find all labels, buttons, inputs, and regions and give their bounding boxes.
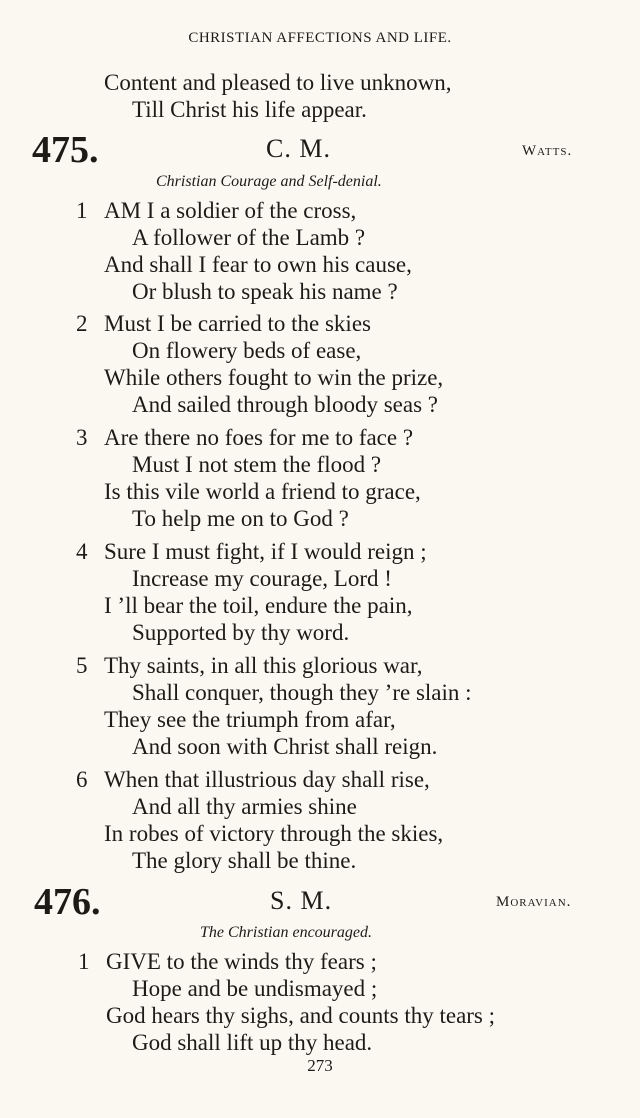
verse-line: God hears thy sighs, and counts thy tears ; bbox=[106, 1003, 496, 1028]
verse-line: And shall I fear to own his cause, bbox=[104, 252, 412, 277]
verse-line: And sailed through bloody seas ? bbox=[132, 392, 438, 417]
hymn-number: 475. bbox=[32, 129, 99, 171]
verse-line: While others fought to win the prize, bbox=[104, 365, 444, 390]
verse-line: Supported by thy word. bbox=[132, 620, 350, 645]
verse-line: And all thy armies shine bbox=[132, 794, 357, 819]
verse-line: And soon with Christ shall reign. bbox=[132, 734, 438, 759]
verse-line: Or blush to speak his name ? bbox=[132, 279, 398, 304]
running-head: CHRISTIAN AFFECTIONS AND LIFE. bbox=[188, 30, 452, 46]
page-number: 273 bbox=[307, 1056, 333, 1075]
verse-line: When that illustrious day shall rise, bbox=[104, 767, 430, 792]
prev-hymn-line: Till Christ his life appear. bbox=[132, 97, 367, 122]
verse-line: On flowery beds of ease, bbox=[132, 338, 362, 363]
verse-line: Thy saints, in all this glorious war, bbox=[104, 653, 423, 678]
hymn-author: Moravian. bbox=[496, 894, 572, 910]
verse-line: The glory shall be thine. bbox=[132, 848, 357, 873]
hymn-subtitle: The Christian encouraged. bbox=[200, 924, 372, 941]
stanza-number: 5 bbox=[76, 653, 88, 678]
verse-line: Are there no foes for me to face ? bbox=[104, 425, 414, 450]
stanza-number: 2 bbox=[76, 311, 88, 336]
hymn-number: 476. bbox=[34, 881, 101, 923]
verse-line: Is this vile world a friend to grace, bbox=[104, 479, 421, 504]
verse-line: Increase my courage, Lord ! bbox=[132, 566, 392, 591]
verse-line: Must I be carried to the skies bbox=[104, 311, 371, 336]
verse-line: They see the triumph from afar, bbox=[104, 707, 396, 732]
verse-line: To help me on to God ? bbox=[132, 506, 349, 531]
stanza-number: 1 bbox=[78, 949, 90, 974]
verse-line: Must I not stem the flood ? bbox=[132, 452, 382, 477]
verse-line: Hope and be undismayed ; bbox=[132, 976, 378, 1001]
hymn-meter: S. M. bbox=[270, 886, 333, 915]
verse-line: I ’ll bear the toil, endure the pain, bbox=[104, 593, 413, 618]
hymn-meter: C. M. bbox=[266, 134, 331, 163]
verse-line: Shall conquer, though they ’re slain : bbox=[132, 680, 472, 705]
hymn-subtitle: Christian Courage and Self-denial. bbox=[156, 173, 382, 190]
stanza-number: 6 bbox=[76, 767, 88, 792]
verse-line: Sure I must fight, if I would reign ; bbox=[104, 539, 427, 564]
verse-line: A follower of the Lamb ? bbox=[132, 225, 366, 250]
verse-line: God shall lift up thy head. bbox=[132, 1030, 373, 1055]
stanza-number: 4 bbox=[76, 539, 88, 564]
hymn-author: Watts. bbox=[522, 143, 573, 159]
stanza-number: 3 bbox=[76, 425, 88, 450]
verse-line: GIVE to the winds thy fears ; bbox=[106, 949, 377, 974]
stanza-number: 1 bbox=[76, 198, 88, 223]
verse-line: In robes of victory through the skies, bbox=[104, 821, 444, 846]
prev-hymn-line: Content and pleased to live unknown, bbox=[104, 70, 452, 95]
verse-line: AM I a soldier of the cross, bbox=[104, 198, 357, 223]
